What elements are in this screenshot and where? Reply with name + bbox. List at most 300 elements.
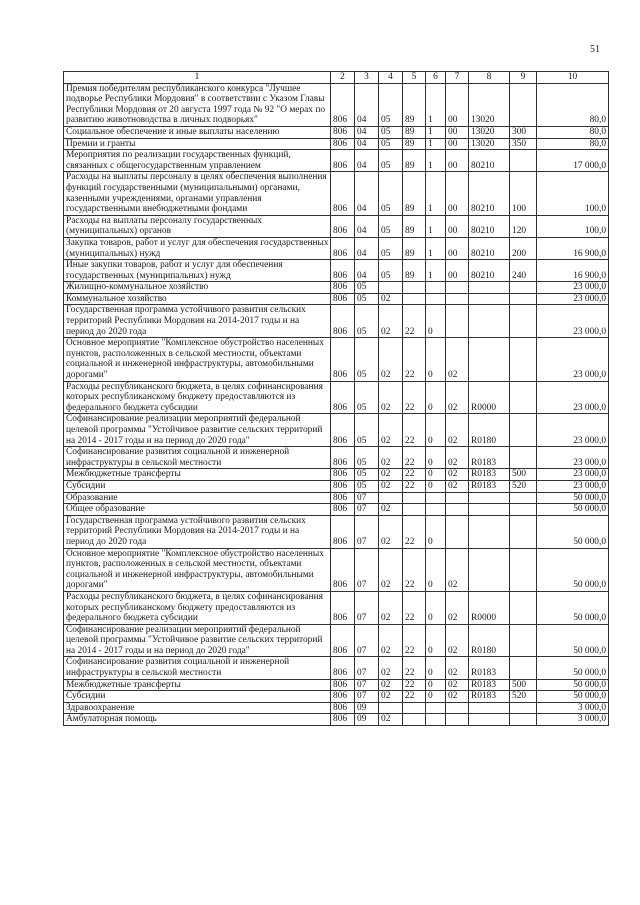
row-name: Субсидии [64,480,331,492]
code-expense-type [510,305,537,338]
code-subsection: 05 [379,126,403,138]
code-expense-type [510,293,537,305]
code-admin: 806 [331,338,355,381]
code-direction [469,714,510,726]
column-header: 8 [469,72,510,84]
row-name: Субсидии [64,691,331,703]
code-direction [469,305,510,338]
code-admin: 806 [331,515,355,548]
code-direction: R0000 [469,591,510,624]
code-subsection: 05 [379,237,403,259]
code-event: 02 [446,679,469,691]
code-admin: 806 [331,469,355,481]
code-admin: 806 [331,172,355,215]
code-expense-type: 350 [510,138,537,150]
code-expense-type [510,492,537,504]
table-row [64,293,609,305]
code-subsection: 02 [379,338,403,381]
code-section: 07 [355,691,379,703]
code-subsection [379,702,403,714]
row-amount: 100,0 [537,215,609,237]
code-section: 07 [355,548,379,591]
column-header: 4 [379,72,403,84]
row-name: Иные закупки товаров, работ и услуг для обеспечения государственных (муниципальных) нужд [64,260,331,282]
code-expense-type [510,548,537,591]
code-section: 05 [355,282,379,294]
code-subsection: 02 [379,591,403,624]
row-amount: 3 000,0 [537,714,609,726]
table-row [64,381,609,414]
row-name: Расходы республиканского бюджета, в целях софинансирования которых республиканскому бюджету предоставляются из федерального бюджета субсидии [64,591,331,624]
code-expense-type [510,714,537,726]
code-subsection: 02 [379,381,403,414]
row-amount: 80,0 [537,138,609,150]
code-direction: R0183 [469,480,510,492]
code-subprogram: 0 [426,657,446,679]
code-direction: 80210 [469,150,510,172]
code-subprogram: 1 [426,237,446,259]
code-section: 04 [355,237,379,259]
column-header: 1 [64,72,331,84]
code-subprogram: 0 [426,624,446,657]
code-subprogram: 0 [426,591,446,624]
code-expense-type [510,282,537,294]
code-admin: 806 [331,305,355,338]
code-program [403,504,426,516]
row-amount: 23 000,0 [537,293,609,305]
code-subprogram [426,492,446,504]
code-section: 04 [355,150,379,172]
code-section: 05 [355,414,379,447]
code-subsection [379,282,403,294]
code-program: 89 [403,126,426,138]
code-program: 22 [403,338,426,381]
code-event: 00 [446,215,469,237]
table-row [64,138,609,150]
code-program: 89 [403,237,426,259]
row-amount: 16 900,0 [537,237,609,259]
code-subprogram [426,702,446,714]
code-direction: R0183 [469,679,510,691]
code-section: 07 [355,492,379,504]
code-program: 22 [403,469,426,481]
code-section: 05 [355,381,379,414]
code-section: 09 [355,714,379,726]
code-section: 04 [355,126,379,138]
column-header: 6 [426,72,446,84]
code-direction: 80210 [469,215,510,237]
code-admin: 806 [331,293,355,305]
code-subprogram: 0 [426,469,446,481]
code-direction: 80210 [469,237,510,259]
table-row [64,691,609,703]
code-program [403,714,426,726]
row-name: Государственная программа устойчивого развития сельских территорий Республики Мордовия на 2014-2017 годы и на период до 2020 года [64,515,331,548]
row-name: Софинансирование реализации мероприятий федеральной целевой программы "Устойчивое развитие сельских территорий на 2014 - 2017 годы и на период до 2020 года" [64,414,331,447]
row-amount: 50 000,0 [537,591,609,624]
code-subprogram: 1 [426,150,446,172]
code-program: 89 [403,172,426,215]
table-row [64,515,609,548]
code-expense-type: 520 [510,480,537,492]
table-row [64,591,609,624]
table-row [64,679,609,691]
code-subprogram: 1 [426,215,446,237]
row-amount: 100,0 [537,172,609,215]
row-amount: 50 000,0 [537,657,609,679]
code-subprogram: 0 [426,381,446,414]
code-event [446,293,469,305]
code-expense-type: 520 [510,691,537,703]
code-expense-type [510,591,537,624]
code-event: 02 [446,548,469,591]
code-subsection: 02 [379,548,403,591]
code-subprogram: 0 [426,447,446,469]
row-amount: 3 000,0 [537,702,609,714]
code-program: 89 [403,260,426,282]
code-subsection: 05 [379,83,403,126]
code-admin: 806 [331,381,355,414]
code-subprogram: 1 [426,83,446,126]
code-subprogram [426,504,446,516]
code-subsection: 02 [379,515,403,548]
row-amount: 50 000,0 [537,515,609,548]
table-row [64,215,609,237]
code-event: 02 [446,469,469,481]
code-section: 07 [355,504,379,516]
code-subprogram: 0 [426,691,446,703]
code-event: 00 [446,237,469,259]
code-direction: R0183 [469,469,510,481]
code-direction: R0183 [469,657,510,679]
table-row [64,480,609,492]
header-row [64,72,609,84]
row-amount: 23 000,0 [537,338,609,381]
code-expense-type: 500 [510,679,537,691]
code-event: 02 [446,414,469,447]
code-direction [469,515,510,548]
page-number: 51 [590,44,600,55]
code-section: 05 [355,480,379,492]
row-name: Расходы на выплаты персоналу в целях обеспечения выполнения функций государственными (муниципальными) органами, казенными учреждениями, органами управления государственными внебюджетными фондами [64,172,331,215]
code-program: 22 [403,691,426,703]
code-section: 07 [355,679,379,691]
code-subsection: 05 [379,138,403,150]
code-expense-type [510,381,537,414]
code-expense-type [510,624,537,657]
code-admin: 806 [331,504,355,516]
row-amount: 80,0 [537,83,609,126]
code-subprogram [426,282,446,294]
row-name: Софинансирование развития социальной и инженерной инфраструктуры в сельской местности [64,447,331,469]
row-name: Государственная программа устойчивого развития сельских территорий Республики Мордовия на 2014-2017 годы и на период до 2020 года [64,305,331,338]
code-subsection: 02 [379,679,403,691]
code-direction: 13020 [469,83,510,126]
row-name: Межбюджетные трансферты [64,679,331,691]
table-row [64,714,609,726]
code-program [403,293,426,305]
code-event: 02 [446,591,469,624]
code-admin: 806 [331,714,355,726]
code-direction [469,338,510,381]
code-direction: 80210 [469,172,510,215]
table-row [64,338,609,381]
code-program: 22 [403,414,426,447]
code-subprogram: 1 [426,172,446,215]
row-name: Софинансирование развития социальной и инженерной инфраструктуры в сельской местности [64,657,331,679]
table-row [64,237,609,259]
code-expense-type [510,657,537,679]
code-direction: 13020 [469,126,510,138]
code-event [446,282,469,294]
row-amount: 50 000,0 [537,624,609,657]
column-header: 7 [446,72,469,84]
code-expense-type: 300 [510,126,537,138]
code-subprogram: 0 [426,548,446,591]
code-section: 04 [355,83,379,126]
code-subsection: 05 [379,260,403,282]
code-event: 00 [446,150,469,172]
code-subprogram: 0 [426,679,446,691]
code-admin: 806 [331,414,355,447]
code-program: 22 [403,381,426,414]
code-subprogram: 0 [426,480,446,492]
code-subprogram: 1 [426,260,446,282]
row-amount: 50 000,0 [537,679,609,691]
row-name: Здравоохранение [64,702,331,714]
column-header: 5 [403,72,426,84]
code-event [446,305,469,338]
code-event: 00 [446,126,469,138]
row-amount: 50 000,0 [537,492,609,504]
code-section: 05 [355,293,379,305]
code-subprogram: 0 [426,414,446,447]
code-subprogram: 0 [426,515,446,548]
code-subsection: 02 [379,469,403,481]
code-admin: 806 [331,447,355,469]
code-admin: 806 [331,83,355,126]
code-subprogram [426,293,446,305]
row-name: Социальное обеспечение и иные выплаты населению [64,126,331,138]
code-subsection: 02 [379,305,403,338]
code-event [446,714,469,726]
code-program: 89 [403,138,426,150]
code-section: 04 [355,260,379,282]
code-direction: 13020 [469,138,510,150]
code-admin: 806 [331,702,355,714]
row-name: Образование [64,492,331,504]
code-admin: 806 [331,657,355,679]
code-event [446,515,469,548]
code-program: 22 [403,480,426,492]
row-name: Амбулаторная помощь [64,714,331,726]
table-row [64,657,609,679]
table-row [64,414,609,447]
code-direction [469,504,510,516]
code-event: 02 [446,381,469,414]
code-expense-type [510,414,537,447]
table-row [64,469,609,481]
code-program: 22 [403,447,426,469]
code-admin: 806 [331,548,355,591]
code-event: 00 [446,138,469,150]
code-expense-type: 500 [510,469,537,481]
row-name: Жилищно-коммунальное хозяйство [64,282,331,294]
row-amount: 50 000,0 [537,548,609,591]
code-event [446,504,469,516]
code-event: 00 [446,260,469,282]
code-program [403,282,426,294]
row-name: Основное мероприятие "Комплексное обустройство населенных пунктов, расположенных в сельской местности, объектами социальной и инженерной инфраструктуры, автомобильными дорогами" [64,548,331,591]
code-section: 07 [355,657,379,679]
column-header: 2 [331,72,355,84]
code-section: 05 [355,305,379,338]
code-event: 02 [446,657,469,679]
code-program [403,702,426,714]
row-name: Межбюджетные трансферты [64,469,331,481]
code-subsection: 02 [379,414,403,447]
row-amount: 23 000,0 [537,305,609,338]
row-name: Основное мероприятие "Комплексное обустройство населенных пунктов, расположенных в сельской местности, объектами социальной и инженерной инфраструктуры, автомобильными дорогами" [64,338,331,381]
code-direction: R0183 [469,691,510,703]
code-expense-type: 100 [510,172,537,215]
row-name: Расходы на выплаты персоналу государственных (муниципальных) органов [64,215,331,237]
code-expense-type: 240 [510,260,537,282]
code-admin: 806 [331,215,355,237]
code-program: 22 [403,624,426,657]
code-event: 02 [446,624,469,657]
code-expense-type [510,447,537,469]
code-admin: 806 [331,480,355,492]
code-program: 22 [403,679,426,691]
code-subsection: 05 [379,150,403,172]
code-program [403,492,426,504]
code-expense-type [510,338,537,381]
row-amount: 23 000,0 [537,381,609,414]
code-section: 04 [355,215,379,237]
code-subsection: 02 [379,714,403,726]
code-event [446,492,469,504]
code-section: 07 [355,624,379,657]
table-row [64,305,609,338]
code-admin: 806 [331,126,355,138]
code-subsection: 02 [379,504,403,516]
code-subsection: 02 [379,447,403,469]
code-subsection: 02 [379,657,403,679]
table-row [64,504,609,516]
row-name: Расходы республиканского бюджета, в целях софинансирования которых республиканскому бюджету предоставляются из федерального бюджета субсидии [64,381,331,414]
code-subprogram [426,714,446,726]
code-event: 02 [446,480,469,492]
row-amount: 50 000,0 [537,504,609,516]
table-row [64,548,609,591]
code-subsection: 02 [379,293,403,305]
code-event: 02 [446,691,469,703]
column-header: 3 [355,72,379,84]
code-subsection: 02 [379,691,403,703]
code-direction: R0180 [469,414,510,447]
code-program: 89 [403,215,426,237]
code-expense-type [510,83,537,126]
code-section: 05 [355,447,379,469]
table-row [64,126,609,138]
code-subsection [379,492,403,504]
code-admin: 806 [331,260,355,282]
code-subprogram: 0 [426,305,446,338]
row-amount: 80,0 [537,126,609,138]
row-name: Премии и гранты [64,138,331,150]
code-expense-type: 200 [510,237,537,259]
code-event: 00 [446,172,469,215]
code-admin: 806 [331,624,355,657]
row-amount: 23 000,0 [537,414,609,447]
code-subprogram: 1 [426,138,446,150]
row-name: Премия победителям республиканского конкурса "Лучшее подворье Республики Мордовия" в соответствии с Указом Главы Республики Мордовия от 20 августа 1997 года № 92 "О мерах по развитию животноводства в личных подворьях" [64,83,331,126]
row-name: Общее образование [64,504,331,516]
row-name: Мероприятия по реализации государственных функций, связанных с общегосударственным управлением [64,150,331,172]
code-admin: 806 [331,138,355,150]
table-row [64,624,609,657]
table-row [64,447,609,469]
code-direction [469,548,510,591]
code-event: 02 [446,338,469,381]
code-section: 09 [355,702,379,714]
code-program: 22 [403,657,426,679]
row-amount: 50 000,0 [537,691,609,703]
code-program: 89 [403,150,426,172]
row-name: Коммунальное хозяйство [64,293,331,305]
code-section: 04 [355,172,379,215]
table-row [64,172,609,215]
code-section: 07 [355,515,379,548]
code-direction: 80210 [469,260,510,282]
code-admin: 806 [331,282,355,294]
row-amount: 23 000,0 [537,282,609,294]
code-direction [469,293,510,305]
code-section: 04 [355,138,379,150]
code-subsection: 02 [379,624,403,657]
code-direction: R0180 [469,624,510,657]
code-direction [469,492,510,504]
code-expense-type [510,504,537,516]
code-direction: R0183 [469,447,510,469]
code-subsection: 02 [379,480,403,492]
row-amount: 23 000,0 [537,447,609,469]
row-amount: 23 000,0 [537,480,609,492]
code-subprogram: 0 [426,338,446,381]
code-subsection: 05 [379,172,403,215]
code-admin: 806 [331,150,355,172]
code-expense-type: 120 [510,215,537,237]
code-section: 05 [355,338,379,381]
code-section: 05 [355,469,379,481]
code-expense-type [510,515,537,548]
row-name: Закупка товаров, работ и услуг для обеспечения государственных (муниципальных) нужд [64,237,331,259]
code-subsection: 05 [379,215,403,237]
table-row [64,702,609,714]
table-row [64,260,609,282]
row-name: Софинансирование реализации мероприятий федеральной целевой программы "Устойчивое развитие сельских территорий на 2014 - 2017 годы и на период до 2020 года" [64,624,331,657]
code-program: 22 [403,515,426,548]
code-direction [469,702,510,714]
code-admin: 806 [331,691,355,703]
code-program: 89 [403,83,426,126]
code-direction [469,282,510,294]
code-admin: 806 [331,492,355,504]
row-amount: 17 000,0 [537,150,609,172]
code-program: 22 [403,305,426,338]
code-event [446,702,469,714]
